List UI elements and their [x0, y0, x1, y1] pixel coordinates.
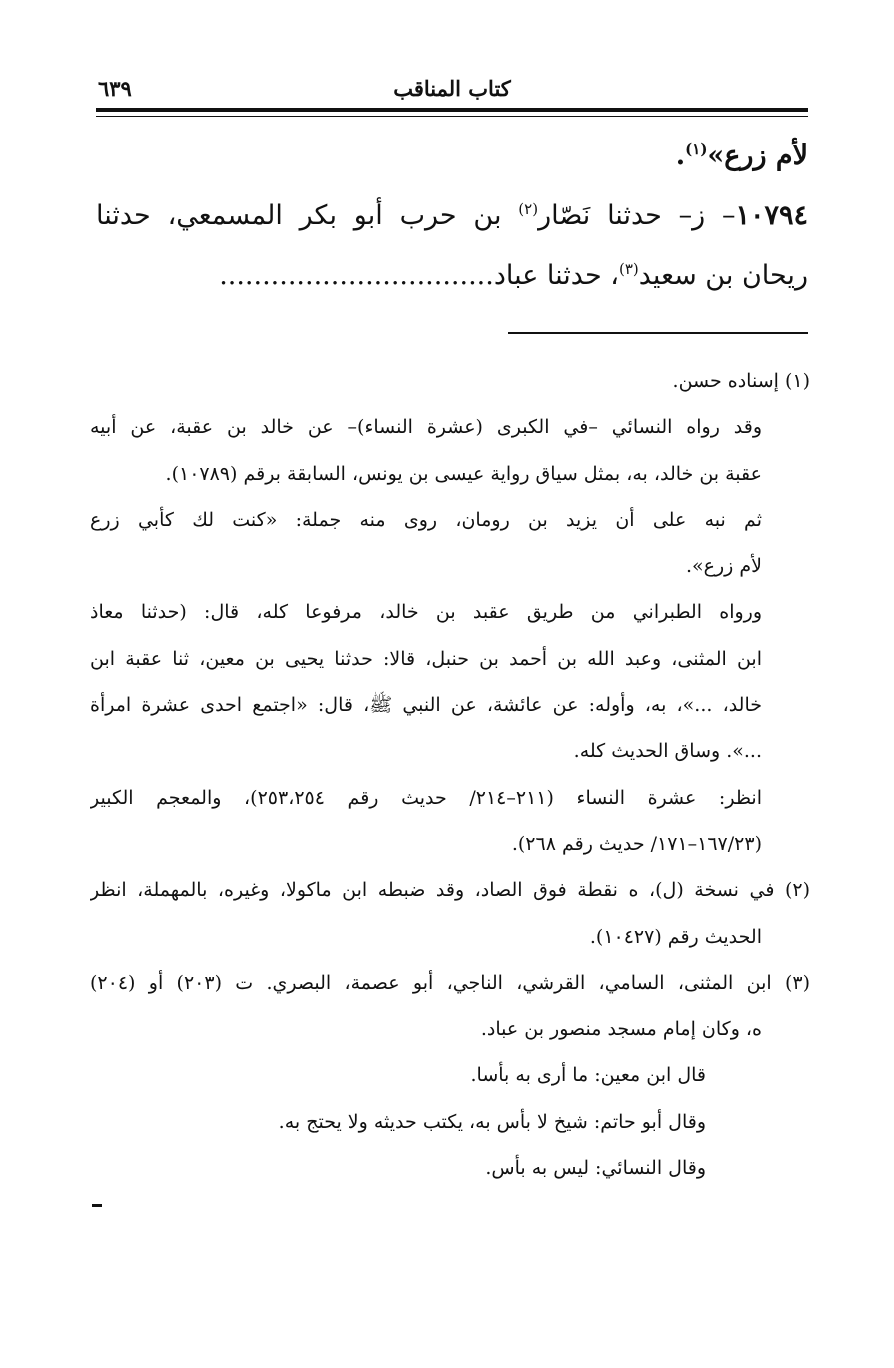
- footnote-ref-3: (٣): [618, 260, 639, 278]
- footnote-line: (٣) ابن المثنى، السامي، القرشي، الناجي، أبو عصمة، البصري. ت (٢٠٣) أو (٢٠٤): [90, 971, 810, 994]
- footnote-line: عقبة بن خالد، به، بمثل سياق رواية عيسى بن يونس، السابقة برقم (١٠٧٨٩).: [165, 462, 762, 485]
- page-header: [96, 74, 808, 108]
- footnote-line: خالد، ...»، به، وأوله: عن عائشة، عن النبي ﷺ، قال: «اجتمع احدى عشرة امرأة: [90, 694, 762, 717]
- footnote-line: ه، وكان إمام مسجد منصور بن عباد.: [480, 1018, 762, 1041]
- main-line-3: [96, 246, 808, 306]
- footnote-line: ...». وساق الحديث كله.: [573, 740, 762, 763]
- footnote-line: ثم نبه على أن يزيد بن رومان، روى منه جملة: «كنت لك كأبي زرع: [90, 508, 762, 531]
- footnote-line: ابن المثنى، وعبد الله بن أحمد بن حنبل، قالا: حدثنا يحيى بن معين، ثنا عقبة ابن: [90, 647, 762, 670]
- main-line-1: [96, 126, 808, 186]
- main-line-2: [96, 186, 808, 246]
- main-line-3-b: ، حدثنا عباد................................: [219, 260, 619, 291]
- header-rule-thin: [96, 116, 808, 117]
- footnote-line: قال ابن معين: ما أرى به بأسا.: [470, 1064, 706, 1087]
- main-line-1-text: لأم زرع»: [707, 140, 808, 171]
- footnote-ref-2: (٢): [518, 200, 539, 218]
- footnote-line: (٢) في نسخة (ل)، ه نقطة فوق الصاد، وقد ضبطه ابن ماكولا، وغيره، بالمهملة، انظر: [90, 879, 810, 902]
- footnote-line: (١) إسناده حسن.: [672, 370, 810, 392]
- footnotes: [90, 358, 810, 1191]
- footnote-separator: [508, 332, 808, 334]
- chapter-title: كتاب المناقب: [393, 76, 511, 101]
- footnote-line: الحديث رقم (١٠٤٢٧).: [589, 925, 762, 948]
- main-line-2-b: بن حرب أبو بكر المسمعي، حدثنا: [96, 200, 519, 231]
- hadith-number: ١٠٧٩٤: [735, 200, 808, 231]
- main-text: [96, 126, 808, 306]
- footnote-line: (١٦٧/٢٣–١٧١/ حديث رقم ٢٦٨).: [511, 832, 762, 855]
- main-line-2-a: – ز– حدثنا نَصّار: [538, 200, 736, 231]
- footnote-line: لأم زرع».: [686, 555, 762, 578]
- footnote-ref-1: (١): [685, 140, 708, 158]
- main-line-3-a: ريحان بن سعيد: [638, 260, 808, 291]
- footnote-line: انظر: عشرة النساء (٢١١–٢١٤/ حديث رقم ٢٥٣،٢٥٤)، والمعجم الكبير: [90, 786, 762, 809]
- footnote-line: وقال النسائي: ليس به بأس.: [485, 1157, 706, 1180]
- main-line-1-end: .: [675, 140, 686, 171]
- header-rule-thick: [96, 108, 808, 112]
- page-number: ٦٣٩: [98, 76, 132, 101]
- page-end-mark: [92, 1204, 102, 1207]
- footnote-line: ورواه الطبراني من طريق عقبد بن خالد، مرفوعا كله، قال: (حدثنا معاذ: [90, 601, 762, 624]
- footnote-line: وقد رواه النسائي –في الكبرى (عشرة النساء)– عن خالد بن عقبة، عن أبيه: [90, 416, 762, 439]
- footnote-line: وقال أبو حاتم: شيخ لا بأس به، يكتب حديثه ولا يحتج به.: [278, 1110, 706, 1133]
